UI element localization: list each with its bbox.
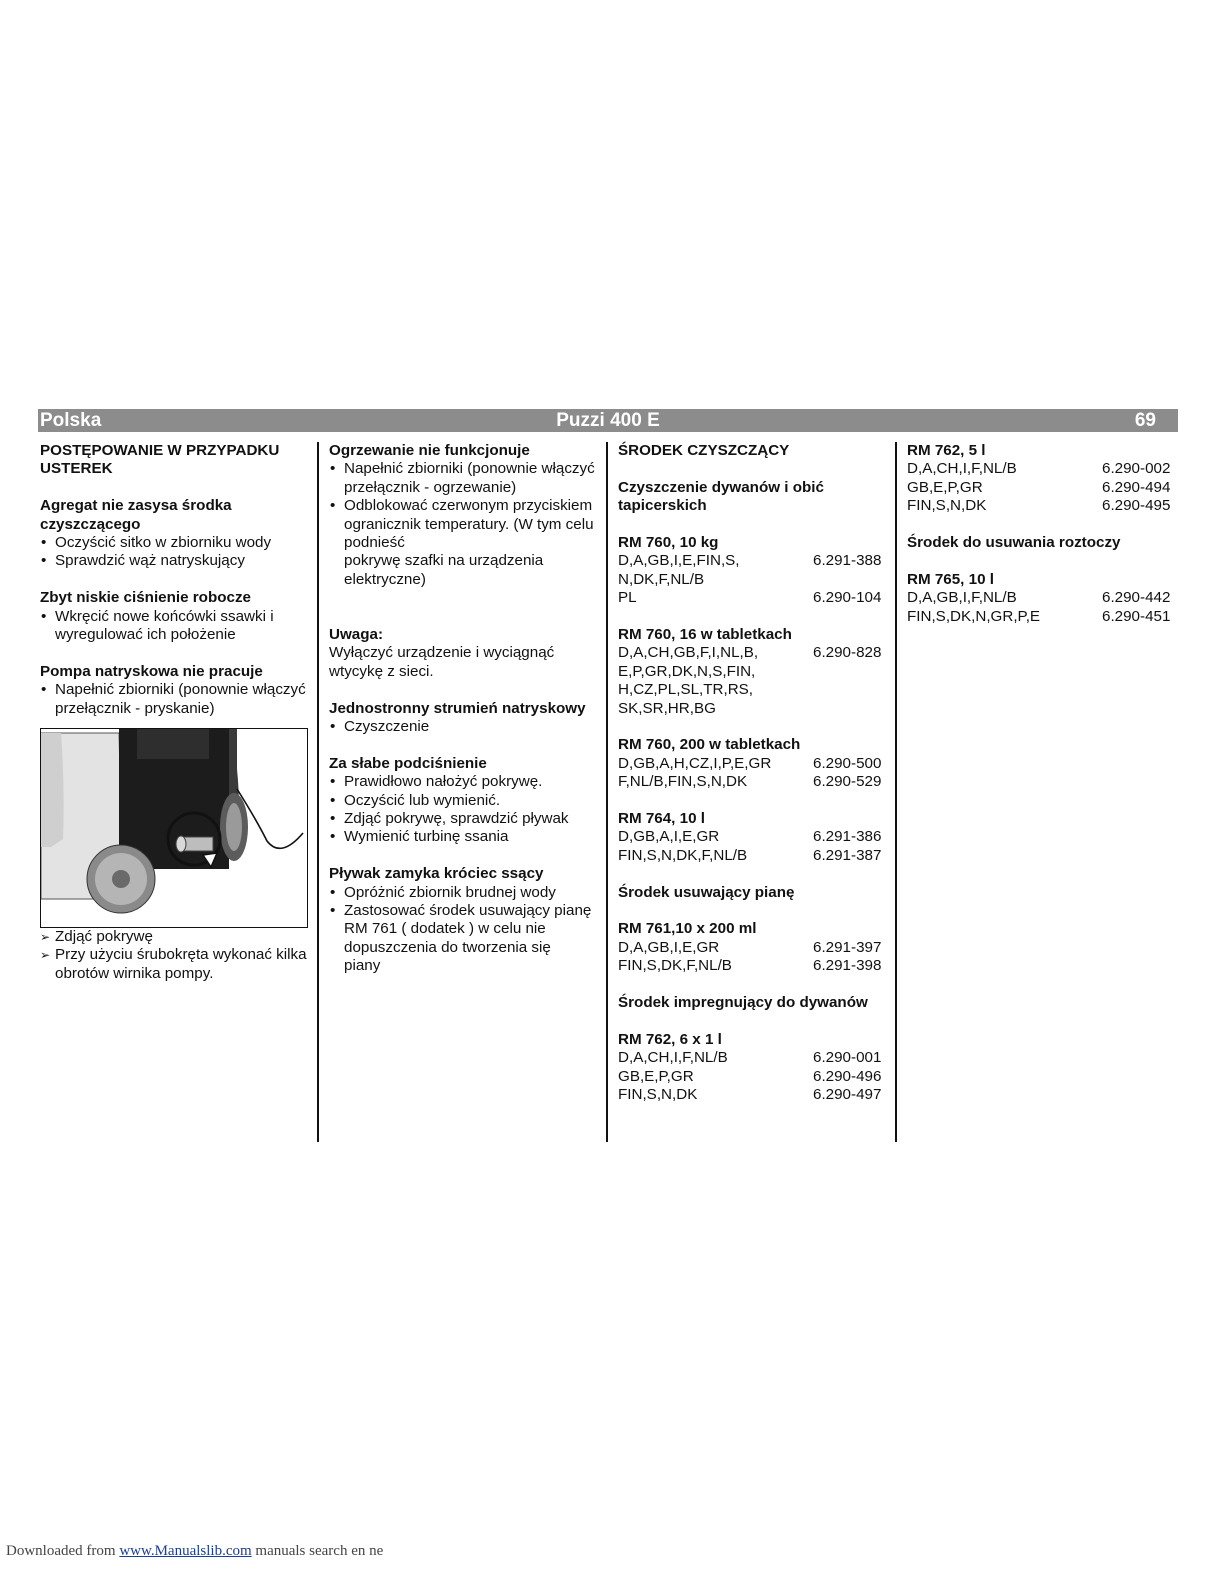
country-list: GB,E,P,GR (618, 1067, 694, 1085)
part-number-row (907, 479, 1177, 497)
country-list: D,A,CH,I,F,NL/B (907, 460, 1017, 478)
order-number: 6.290-451 (1102, 607, 1171, 625)
order-number: 6.290-442 (1102, 589, 1171, 607)
country-list: D,GB,A,H,CZ,I,P,E,GR (618, 754, 772, 772)
country-list: D,A,CH,GB,F,I,NL,B, (618, 644, 759, 662)
header-model: Puzzi 400 E (556, 410, 660, 431)
order-number: 6.291-387 (813, 846, 882, 864)
part-number-row (618, 828, 888, 846)
remedy-item: • Prawidłowo nałożyć pokrywę. (329, 773, 599, 791)
order-number: 6.290-002 (1102, 460, 1171, 478)
order-number: 6.291-397 (813, 938, 882, 956)
remedy-item: • Zdjąć pokrywę, sprawdzić pływak (329, 810, 599, 828)
problem-heading: Za słabe podciśnienie (329, 754, 487, 772)
section-title: POSTĘPOWANIE W PRZYPADKU USTEREK (40, 442, 280, 478)
part-number-row (618, 681, 888, 699)
part-number-row (618, 1049, 888, 1067)
problem-heading: Agregat nie zasysa środka czyszczącego (40, 497, 232, 533)
order-number: 6.290-529 (813, 773, 882, 791)
part-number-row (618, 644, 888, 662)
part-number-row (618, 700, 888, 718)
part-number-row (907, 497, 1177, 515)
remedy-item (329, 497, 599, 589)
part-number-row (618, 663, 888, 681)
order-number (813, 571, 888, 589)
order-number: 6.290-500 (813, 754, 882, 772)
part-number-row (618, 552, 888, 570)
subsection-heading: Środek impregnujący do dywanów (618, 994, 868, 1012)
part-number-row (907, 589, 1177, 607)
problem-heading: Jednostronny strumień natryskowy (329, 699, 586, 717)
section-title: ŚRODEK CZYSZCZĄCY (618, 442, 790, 459)
order-number: 6.291-386 (813, 828, 882, 846)
remedy-item: • Oczyścić lub wymienić. (329, 792, 599, 810)
country-list: D,A,CH,I,F,NL/B (618, 1049, 728, 1067)
footer-suffix: manuals search en ne (251, 1543, 384, 1559)
remedy-item: • Napełnić zbiorniki (ponownie włączyć przełącznik - pryskanie) (40, 681, 308, 718)
part-number-row (618, 1068, 888, 1086)
product-heading: RM 762, 6 x 1 l (618, 1030, 722, 1048)
country-list: FIN,S,N,DK (618, 1086, 698, 1104)
country-list: N,DK,F,NL/B (618, 570, 705, 588)
remedy-item: • Opróżnić zbiornik brudnej wody (329, 884, 599, 902)
header-page-number: 69 (1134, 410, 1156, 431)
country-list: FIN,S,N,DK,F,NL/B (618, 846, 748, 864)
column-cleaning-agents (618, 442, 888, 1104)
order-number: 6.290-494 (1102, 478, 1171, 496)
problem-heading: Zbyt niskie ciśnienie robocze (40, 589, 252, 607)
order-number (813, 681, 888, 699)
order-number (813, 700, 888, 718)
part-number-row (618, 939, 888, 957)
remedy-item (329, 902, 599, 976)
country-list: D,GB,A,I,E,GR (618, 828, 720, 846)
instruction-step: ➢ Przy użyciu śrubokręta wykonać kilka obrotów wirnika pompy. (40, 946, 308, 983)
country-list: D,A,GB,I,E,GR (618, 938, 720, 956)
download-footer (6, 1543, 383, 1560)
problem-heading: Pompa natryskowa nie pracuje (40, 662, 263, 680)
order-number: 6.291-398 (813, 957, 882, 975)
column-troubleshooting (40, 442, 308, 983)
country-list: FIN,S,DK,F,NL/B (618, 957, 732, 975)
order-number: 6.290-104 (813, 589, 882, 607)
column-troubleshooting-continued (329, 442, 599, 976)
subsection-heading: Środek usuwający pianę (618, 883, 795, 901)
manualslib-link[interactable]: www.Manualslib.com (119, 1543, 252, 1559)
column-divider (317, 442, 319, 1142)
header-language: Polska (40, 410, 102, 431)
order-number: 6.290-496 (813, 1067, 882, 1085)
part-number-row (618, 589, 888, 607)
column-divider (606, 442, 608, 1142)
product-heading: RM 760, 200 w tabletkach (618, 736, 801, 754)
part-number-row (907, 608, 1177, 626)
column-divider (895, 442, 897, 1142)
page-header (38, 409, 1178, 432)
part-number-row (618, 1086, 888, 1104)
country-list: PL (618, 589, 637, 607)
product-heading: RM 765, 10 l (907, 570, 994, 588)
remedy-item: • Czyszczenie (329, 718, 599, 736)
country-list: D,A,GB,I,E,FIN,S, (618, 552, 740, 570)
pump-rotor-drawing (41, 729, 307, 927)
order-number: 6.290-497 (813, 1086, 882, 1104)
subsection-heading: Czyszczenie dywanów i obić tapicerskich (618, 478, 824, 515)
remedy-text: • Odblokować czerwonym przyciskiem ogranicznik temperatury. (W tym celu podnieść (344, 497, 594, 552)
subsection-heading: Środek do usuwania roztoczy (907, 534, 1121, 552)
remedy-text: piany (344, 957, 381, 975)
order-number: 6.290-001 (813, 1049, 882, 1067)
product-heading: RM 762, 5 l (907, 442, 986, 459)
country-list: D,A,GB,I,F,NL/B (907, 589, 1017, 607)
order-number: 6.291-388 (813, 552, 882, 570)
product-heading: RM 760, 16 w tabletkach (618, 626, 792, 644)
country-list: H,CZ,PL,SL,TR,RS, (618, 681, 754, 699)
remedy-text: • Zastosować środek usuwający pianę RM 761 ( dodatek ) w celu nie dopuszczenia do tworzenia się (344, 902, 592, 956)
order-number: 6.290-828 (813, 644, 882, 662)
instruction-step: ➢ Zdjąć pokrywę (40, 928, 308, 946)
country-list: FIN,S,N,DK (907, 497, 987, 515)
problem-heading: Pływak zamyka króciec ssący (329, 865, 544, 883)
country-list: GB,E,P,GR (907, 478, 983, 496)
remedy-item: • Oczyścić sitko w zbiorniku wody (40, 534, 308, 552)
part-number-row (618, 847, 888, 865)
remedy-item: • Sprawdzić wąż natryskujący (40, 552, 308, 570)
part-number-row (618, 773, 888, 791)
part-number-row (618, 571, 888, 589)
remedy-item: • Wkręcić nowe końcówki ssawki i wyregulować ich położenie (40, 608, 308, 645)
country-list: SK,SR,HR,BG (618, 699, 716, 717)
country-list: F,NL/B,FIN,S,N,DK (618, 773, 748, 791)
note-text: Wyłączyć urządzenie i wyciągnąć wtycykę z sieci. (329, 644, 555, 680)
problem-heading: Ogrzewanie nie funkcjonuje (329, 442, 530, 459)
footer-prefix: Downloaded from (6, 1543, 120, 1559)
column-cleaning-agents-continued (907, 442, 1177, 626)
country-list: FIN,S,DK,N,GR,P,E (907, 607, 1041, 625)
note-heading: Uwaga: (329, 626, 384, 644)
part-number-row (907, 460, 1177, 478)
remedy-item: • Wymienić turbinę ssania (329, 828, 599, 846)
product-heading: RM 761,10 x 200 ml (618, 920, 757, 938)
pump-illustration (40, 728, 308, 928)
country-list: E,P,GR,DK,N,S,FIN, (618, 662, 756, 680)
remedy-item: • Napełnić zbiorniki (ponownie włączyć przełącznik - ogrzewanie) (329, 460, 599, 497)
product-heading: RM 760, 10 kg (618, 534, 719, 551)
remedy-text: pokrywę szafki na urządzenia elektryczne) (344, 552, 544, 588)
part-number-row (618, 957, 888, 975)
part-number-row (618, 755, 888, 773)
product-heading: RM 764, 10 l (618, 810, 705, 828)
order-number (813, 663, 888, 681)
order-number: 6.290-495 (1102, 497, 1171, 515)
